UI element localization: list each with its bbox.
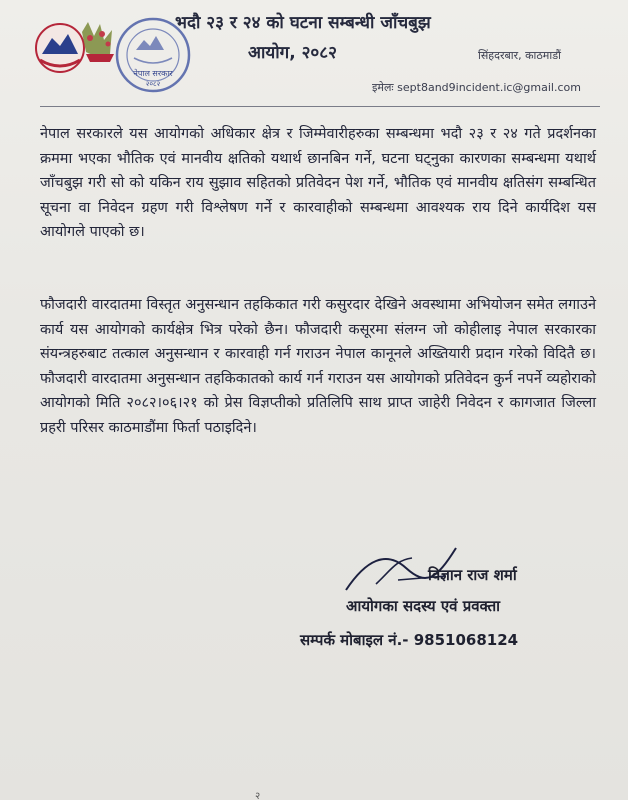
letterhead-subtitle: आयोग, २०८२ bbox=[248, 43, 337, 63]
contact-mobile[interactable]: 9851068124 bbox=[413, 631, 519, 649]
nepal-emblem-icon bbox=[30, 14, 120, 86]
paragraph-mandate: नेपाल सरकारले यस आयोगको अधिकार क्षेत्र र जिम्मेवारीहरुका सम्बन्धमा भदौ २३ र २४ गते प्रदर्शनका क्रममा भएका भौतिक एवं मानवीय क्षतिको यथार्थ छानबिन गर्ने, घटना घट्नुका कारणका सम्बन्धमा यथार्थ जाँचबुझ गरी सो को यकिन राय सुझाव सहितको प्रतिवेदन पेश गर्ने, भौतिक एवं मानवीय क्षतिसंग सम्बन्धित सूचना वा निवेदन ग्रहण गरी विश्लेषण गर्ने र कारवाहीको सम्बन्धमा आवश्यक राय दिने कार्यदिश यस आयोगले पाएको छ। bbox=[40, 126, 596, 241]
seal-label: नेपाल सरकार bbox=[133, 69, 173, 78]
seal-year: २०८२ bbox=[145, 80, 161, 88]
email-address[interactable]: sept8and9incident.ic@gmail.com bbox=[397, 81, 581, 94]
signatory-name: विज्ञान राज शर्मा bbox=[428, 566, 517, 584]
email-label: इमेलः bbox=[372, 81, 394, 94]
signatory-contact bbox=[300, 630, 518, 650]
letterhead-title: भदौ २३ र २४ को घटना सम्बन्धी जाँचबुझ bbox=[175, 13, 431, 33]
page-number: २ bbox=[255, 791, 261, 800]
letterhead-email bbox=[372, 80, 581, 95]
paragraph-criminal-cases: फौजदारी वारदातमा विस्तृत अनुसन्धान तहकिकात गरी कसुरदार देखिने अवस्थामा अभियोजन समेत लगाउने कार्य यस आयोगको कार्यक्षेत्र भित्र परेको छैन। फौजदारी कसूरमा संलग्न जो कोहीलाइ नेपाल सरकारका संयन्त्रहरुबाट तत्काल अनुसन्धान र कारवाही गर्न गराउन नेपाल कानूनले अख्तियारी प्रदान गरेको विदितै छ। फौजदारी वारदातमा अनुसन्धान तहकिकातको कार्य गर्न गराउन यस आयोगको प्रतिवेदन कुर्न नपर्ने व्यहोराको आयोगको मिति २०८२।०६।२१ को प्रेस विज्ञप्तीको प्रतिलिपि साथ प्राप्त जाहेरी निवेदन र कागजात जिल्ला प्रहरी परिसर काठमाडौंमा फिर्ता पठाइदिने। bbox=[40, 297, 596, 436]
letterhead-location: सिंहदरबार, काठमाडौं bbox=[478, 49, 561, 62]
contact-label: सम्पर्क मोबाइल नं.- bbox=[300, 631, 409, 649]
signatory-role: आयोगका सदस्य एवं प्रवक्ता bbox=[346, 597, 501, 615]
header-divider bbox=[40, 106, 600, 107]
